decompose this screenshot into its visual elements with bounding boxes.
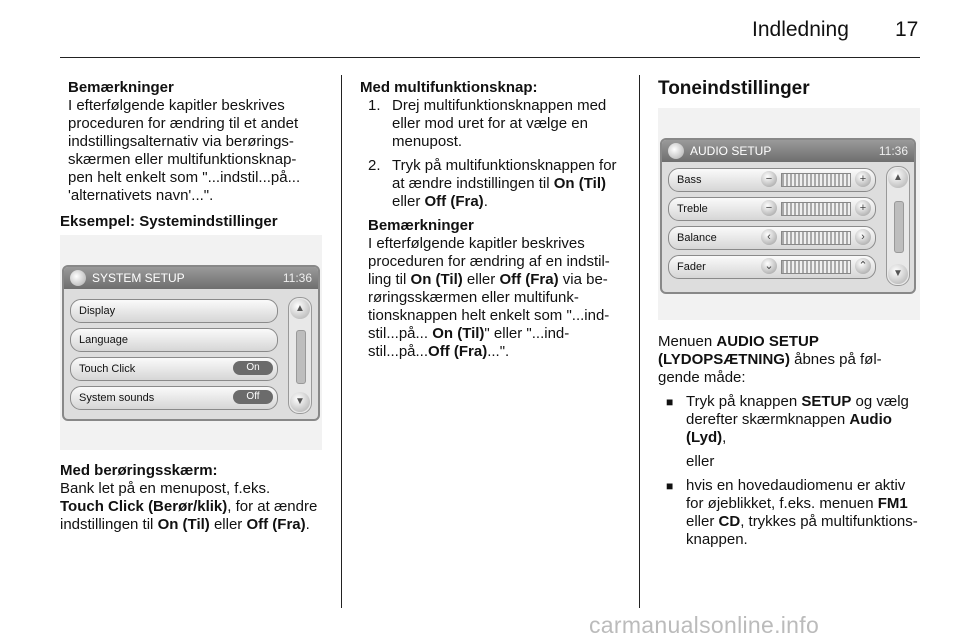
scroll-down-icon[interactable]: ▼ <box>888 264 908 284</box>
step-line: menupost. <box>392 133 463 150</box>
chevron-up-icon[interactable]: ⌃ <box>855 258 871 274</box>
menu-item-touch-click[interactable] <box>70 357 278 381</box>
text-span: stil...på... <box>368 325 433 342</box>
note-line: proceduren for ændring til et andet <box>68 115 299 132</box>
bullet-line <box>686 429 909 447</box>
text-span: Menuen <box>658 333 717 350</box>
menu-item-display[interactable] <box>70 299 278 323</box>
step-line <box>392 193 617 211</box>
step-line: Drej multifunktionsknappen med <box>392 97 607 114</box>
text-span: . <box>305 516 310 533</box>
text-span: ...". <box>487 343 510 360</box>
column-3-text <box>658 333 928 549</box>
setting-treble[interactable] <box>668 197 876 221</box>
on-term: On (Til) <box>157 516 210 533</box>
scroll-down-icon[interactable]: ▼ <box>290 392 310 412</box>
column-2 <box>360 79 635 361</box>
setup-term: SETUP <box>801 393 852 410</box>
touch-line <box>60 516 340 534</box>
scrollbar[interactable] <box>288 297 312 414</box>
text-span: at ændre indstillingen til <box>392 175 554 192</box>
level-bar <box>781 173 851 187</box>
brand-logo-icon <box>668 143 684 159</box>
touch-click-toggle[interactable]: On <box>233 361 273 375</box>
note-block-2 <box>368 217 635 361</box>
text-span: eller <box>462 271 500 288</box>
menu-item-language[interactable] <box>70 328 278 352</box>
bullet-line: hvis en hovedaudiomenu er aktiv <box>686 477 906 494</box>
on-term: On (Til) <box>432 325 485 342</box>
clock: 11:36 <box>878 144 908 158</box>
text-span: via be- <box>558 271 608 288</box>
note-heading: Bemærkninger <box>368 217 474 234</box>
text-span: ling til <box>368 271 411 288</box>
note-heading: Bemærkninger <box>68 79 174 96</box>
note-line: skærmen eller multifunktionsknap- <box>68 151 297 168</box>
menu-item-label: Display <box>79 305 116 317</box>
chevron-right-icon[interactable]: › <box>855 229 871 245</box>
setting-label: Treble <box>677 203 708 215</box>
setting-bass[interactable] <box>668 168 876 192</box>
screen-title-bar <box>64 267 318 289</box>
level-bar <box>781 202 851 216</box>
system-setup-screen <box>62 265 320 421</box>
setting-fader[interactable] <box>668 255 876 279</box>
menu-item-label: Language <box>79 334 128 346</box>
screen-title-bar <box>662 140 914 162</box>
minus-icon[interactable]: − <box>761 200 777 216</box>
bullet-icon: ■ <box>666 479 674 493</box>
scroll-track[interactable] <box>894 201 904 253</box>
step-line: eller mod uret for at vælge en <box>392 115 588 132</box>
text-span: " eller "...ind- <box>484 325 570 342</box>
knob-heading: Med multifunktionsknap: <box>360 79 538 96</box>
intro-line <box>658 333 928 351</box>
or-text: eller <box>686 453 715 470</box>
fm1-term: FM1 <box>877 495 908 512</box>
bullet-item <box>658 393 928 471</box>
clock: 11:36 <box>282 271 312 285</box>
note-line: pen helt enkelt som "...indstil...på... <box>68 169 301 186</box>
screen-title: AUDIO SETUP <box>690 144 772 158</box>
touch-instructions <box>60 462 340 534</box>
bullet-line <box>686 513 918 531</box>
text-span: eller <box>392 193 425 210</box>
audio-term: Audio <box>849 411 892 428</box>
text-span: stil...på... <box>368 343 429 360</box>
on-term: On (Til) <box>553 175 606 192</box>
text-span: eller <box>209 516 247 533</box>
column-divider <box>341 75 342 608</box>
bullet-line <box>686 411 909 429</box>
plus-icon[interactable]: + <box>855 200 871 216</box>
note-line: I efterfølgende kapitler beskrives <box>68 97 285 114</box>
step-number: 1. <box>368 97 381 114</box>
off-term: Off (Fra) <box>428 343 488 360</box>
step-number: 2. <box>368 157 381 174</box>
note-line <box>368 343 635 361</box>
touch-click-term: Touch Click (Berør/klik) <box>60 498 228 515</box>
note-line: proceduren for ændring af en indstil- <box>368 253 610 270</box>
note-block <box>68 79 335 205</box>
bullet-item <box>658 477 928 549</box>
note-line: tionsknappen helt enkelt som "...ind- <box>368 307 610 324</box>
menu-name: (LYDOPSÆTNING) <box>658 351 790 368</box>
screen-title: SYSTEM SETUP <box>92 271 185 285</box>
level-bar <box>781 260 851 274</box>
setting-label: Fader <box>677 261 706 273</box>
note-line: indstillingsalternativ via berørings- <box>68 133 294 150</box>
step-2 <box>360 157 635 211</box>
touch-line: Bank let på en menupost, f.eks. <box>60 480 271 497</box>
column-1 <box>60 79 335 231</box>
bullet-line <box>686 393 909 411</box>
step-1 <box>360 97 635 151</box>
touch-line <box>60 498 340 516</box>
off-term: Off (Fra) <box>424 193 484 210</box>
brand-logo-icon <box>70 270 86 286</box>
audio-term: (Lyd) <box>686 429 723 446</box>
text-span: og vælg <box>851 393 909 410</box>
note-line <box>368 271 635 289</box>
setting-balance[interactable] <box>668 226 876 250</box>
note-line: røringsskærmen eller multifunk- <box>368 289 579 306</box>
text-span: åbnes på føl- <box>789 351 882 368</box>
section-heading: Toneindstillinger <box>658 78 810 99</box>
bullet-line: knappen. <box>686 531 748 548</box>
text-span: derefter skærmknappen <box>686 411 850 428</box>
scroll-up-icon[interactable]: ▲ <box>888 168 908 188</box>
page-number: 17 <box>895 18 919 41</box>
intro-line <box>658 351 928 369</box>
running-header-title: Indledning <box>752 18 849 41</box>
scroll-track[interactable] <box>296 330 306 384</box>
bullet-icon: ■ <box>666 395 674 409</box>
text-span: indstillingen til <box>60 516 158 533</box>
chevron-left-icon[interactable]: ‹ <box>761 229 777 245</box>
text-span: Tryk på knappen <box>686 393 802 410</box>
column-divider <box>639 75 640 608</box>
menu-item-system-sounds[interactable] <box>70 386 278 410</box>
cd-term: CD <box>718 513 741 530</box>
example-heading: Eksempel: Systemindstillinger <box>60 213 278 230</box>
menu-item-label: System sounds <box>79 392 155 404</box>
scrollbar[interactable] <box>886 166 910 286</box>
touch-heading: Med berøringsskærm: <box>60 462 218 479</box>
watermark: carmanualsonline.info <box>589 612 820 638</box>
off-term: Off (Fra) <box>246 516 306 533</box>
level-bar <box>781 231 851 245</box>
text-span: for øjeblikket, f.eks. menuen <box>686 495 878 512</box>
note-line: I efterfølgende kapitler beskrives <box>368 235 585 252</box>
audio-setup-screen <box>660 138 916 294</box>
setting-label: Balance <box>677 232 717 244</box>
off-term: Off (Fra) <box>499 271 559 288</box>
on-term: On (Til) <box>410 271 463 288</box>
chevron-down-icon[interactable]: ⌄ <box>761 258 777 274</box>
text-span: , <box>722 429 727 446</box>
menu-item-label: Touch Click <box>79 363 136 375</box>
setting-label: Bass <box>677 174 702 186</box>
text-span: , trykkes på multifunktions- <box>740 513 918 530</box>
minus-icon[interactable]: − <box>761 171 777 187</box>
intro-line: gende måde: <box>658 369 746 386</box>
note-line <box>368 325 635 343</box>
text-span: eller <box>686 513 719 530</box>
scroll-up-icon[interactable]: ▲ <box>290 299 310 319</box>
note-line: 'alternativets navn'...". <box>68 187 214 204</box>
header-rule <box>60 57 920 58</box>
menu-name: AUDIO SETUP <box>716 333 819 350</box>
text-span: , for at ændre <box>227 498 318 515</box>
step-line: Tryk på multifunktionsknappen for <box>392 157 617 174</box>
plus-icon[interactable]: + <box>855 171 871 187</box>
text-span: . <box>483 193 488 210</box>
bullet-line <box>686 495 918 513</box>
step-line <box>392 175 617 193</box>
system-sounds-toggle[interactable]: Off <box>233 390 273 404</box>
